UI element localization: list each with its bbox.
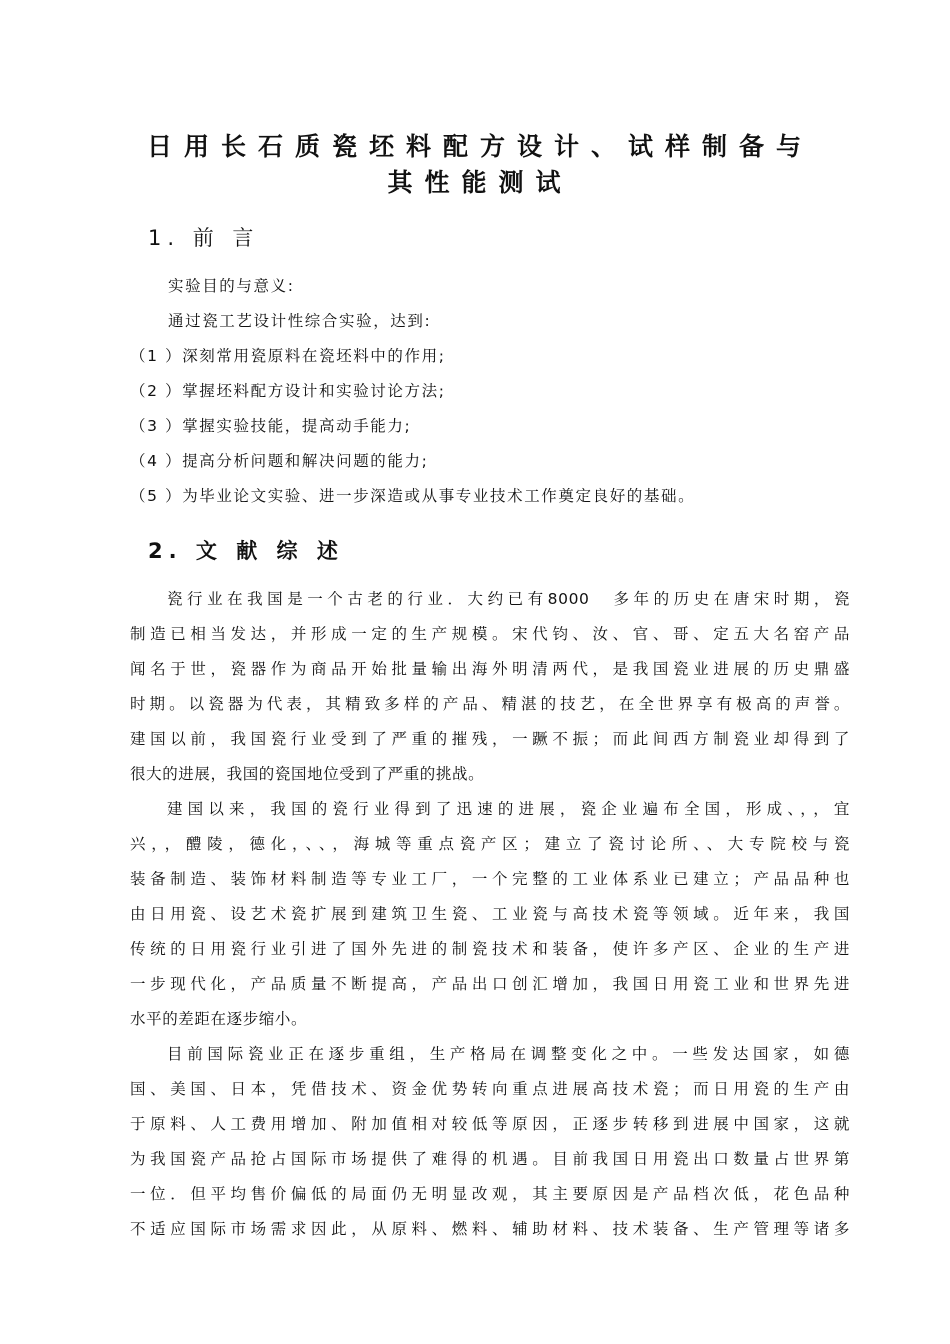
paragraph-line: 装备制造、装饰材料制造等专业工厂，一个完整的工业体系业已建立；产品品种也 [130,870,850,888]
purpose-item: （5 ）为毕业论文实验、进一步深造或从事专业技术工作奠定良好的基础。 [130,487,696,505]
paragraph-line: 一位．但平均售价偏低的局面仍无明显改观，其主要原因是产品档次低，花色品种 [130,1185,850,1203]
paragraph-line: 建国以来，我国的瓷行业得到了迅速的进展，瓷企业遍布全国，形成、，，宜 [167,800,850,818]
paragraph-line: 由日用瓷、设艺术瓷扩展到建筑卫生瓷、工业瓷与高技术瓷等领域。近年来，我国 [130,905,850,923]
purpose-item: （4 ）提高分析问题和解决问题的能力; [130,452,429,470]
purpose-intro: 通过瓷工艺设计性综合实验，达到: [168,312,432,330]
paragraph-line: 传统的日用瓷行业引进了国外先进的制瓷技术和装备，使许多产区、企业的生产进 [130,940,850,958]
purpose-item: （2 ）掌握坯料配方设计和实验讨论方法; [130,382,446,400]
purpose-item: （1 ）深刻常用瓷原料在瓷坯料中的作用; [130,347,446,365]
paragraph-line: 制造已相当发达，并形成一定的生产规模。宋代钧、汝、官、哥、定五大名窑产品 [130,625,850,643]
paragraph-line: 闻名于世，瓷器作为商品开始批量输出海外明清两代，是我国瓷业进展的历史鼎盛 [130,660,850,678]
body-paragraph [130,1037,850,1247]
document-title-line-2: 其性能测试 [387,168,573,197]
paragraph-line: 于原料、人工费用增加、附加值相对较低等原因，正逐步转移到进展中国家，这就 [130,1115,850,1133]
paragraph-line: 瓷行业在我国是一个古老的行业．大约已有8000 多年的历史在唐宋时期，瓷 [167,590,850,608]
paragraph-line: 时期。以瓷器为代表，其精致多样的产品、精湛的技艺，在全世界享有极高的声誉。 [130,695,850,713]
paragraph-line: 水平的差距在逐步缩小。 [130,1010,308,1028]
paragraph-line: 一步现代化，产品质量不断提高，产品出口创汇增加，我国日用瓷工业和世界先进 [130,975,850,993]
paragraph-line: 不适应国际市场需求因此，从原料、燃料、辅助材料、技术装备、生产管理等诸多 [130,1220,850,1238]
paragraph-line: 很大的进展，我国的瓷国地位受到了严重的挑战。 [130,765,485,783]
paragraph-line: 目前国际瓷业正在逐步重组，生产格局在调整变化之中。一些发达国家，如德 [167,1045,850,1063]
paragraph-line: 建国以前，我国瓷行业受到了严重的摧残，一蹶不振；而此间西方制瓷业却得到了 [130,730,850,748]
body-paragraph [130,582,850,792]
paragraph-line: 国、美国、日本，凭借技术、资金优势转向重点进展高技术瓷；而日用瓷的生产由 [130,1080,850,1098]
section-heading-literature-review: 2. 文 献 综 述 [148,539,344,563]
document-title-line-1: 日用长石质瓷坯料配方设计、试样制备与 [146,132,813,161]
purpose-item: （3 ）掌握实验技能，提高动手能力; [130,417,412,435]
body-paragraph [130,792,850,1037]
paragraph-line: 兴，，醴陵，德化，、、，海城等重点瓷产区；建立了瓷讨论所、、大专院校与瓷 [130,835,850,853]
purpose-label: 实验目的与意义: [168,277,295,295]
section-heading-preface: 1. 前 言 [148,226,260,250]
paragraph-line: 为我国瓷产品抢占国际市场提供了难得的机遇。目前我国日用瓷出口数量占世界第 [130,1150,850,1168]
